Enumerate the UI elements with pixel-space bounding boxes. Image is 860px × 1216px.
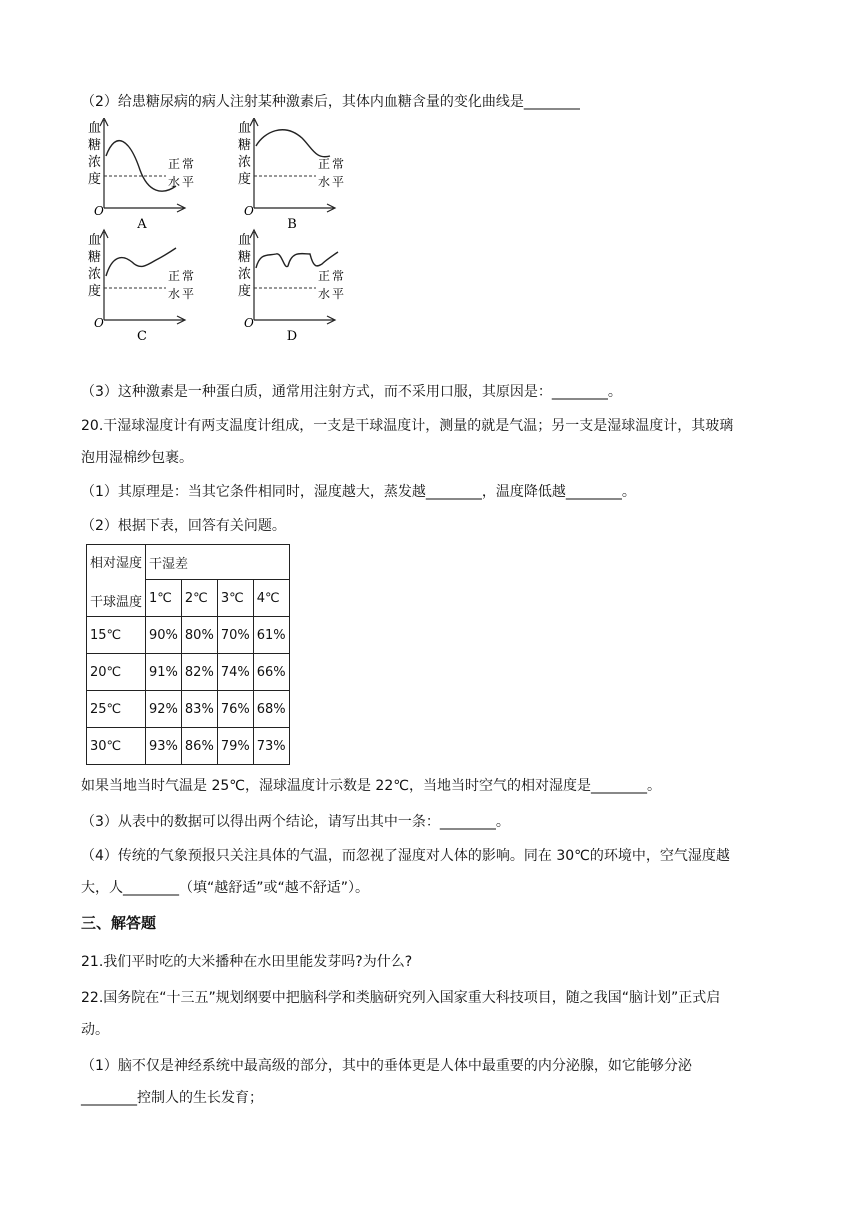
- col-header: 1℃: [146, 580, 182, 617]
- y-axis-label-char: 糖: [88, 138, 102, 153]
- blood-sugar-curve: [106, 141, 176, 192]
- origin-label: O: [244, 204, 254, 218]
- group-header: 干湿差: [146, 545, 290, 580]
- y-axis-label-char: 浓: [238, 155, 252, 170]
- table-cell: 80%: [181, 617, 217, 654]
- normal-level-label-char: 平: [332, 287, 345, 301]
- corner-top-label: 相对湿度: [90, 556, 143, 571]
- y-axis-label-char: 浓: [88, 155, 102, 170]
- normal-level-label-char: 水: [168, 175, 181, 189]
- graph-panel: [88, 230, 194, 344]
- table-cell: 70%: [217, 617, 253, 654]
- blood-sugar-figure: [84, 118, 384, 348]
- y-axis-label-char: 血: [238, 233, 252, 248]
- q22-stem-line1: 22.国务院在“十三五”规划纲要中把脑科学和类脑研究列入国家重大科技项目，随之我国“脑计划”正式启: [81, 990, 721, 1006]
- table-cell: 90%: [146, 617, 182, 654]
- normal-level-label-char: 常: [182, 269, 195, 283]
- y-axis-label-char: 血: [88, 233, 102, 248]
- q19-part3: （3）这种激素是一种蛋白质，通常用注射方式，而不采用口服，其原因是：________。: [81, 384, 622, 400]
- origin-label: O: [244, 316, 254, 330]
- table-cell: 93%: [146, 728, 182, 765]
- normal-level-label-char: 水: [318, 287, 331, 301]
- table-row: [87, 617, 290, 654]
- q20-part4-line2: 大，人________（填“越舒适”或“越不舒适”）。: [81, 880, 370, 896]
- table-row: [87, 691, 290, 728]
- q22-part1-line2: ________控制人的生长发育；: [81, 1090, 263, 1106]
- q20-part1: （1）其原理是：当其它条件相同时，湿度越大，蒸发越________，温度降低越________。: [81, 484, 636, 500]
- row-temp: 25℃: [87, 691, 146, 728]
- q21-text: 21.我们平时吃的大米播种在水田里能发芽吗?为什么?: [81, 954, 413, 970]
- blood-sugar-curve: [256, 252, 338, 268]
- table-cell: 73%: [253, 728, 289, 765]
- normal-level-label-char: 常: [182, 157, 195, 171]
- table-corner-cell: [87, 545, 146, 617]
- normal-level-label-char: 水: [168, 287, 181, 301]
- normal-level-label-char: 常: [332, 269, 345, 283]
- y-axis-label-char: 度: [238, 172, 252, 187]
- y-axis-label-char: 糖: [238, 138, 252, 153]
- col-header: 3℃: [217, 580, 253, 617]
- blood-sugar-curve: [106, 248, 176, 276]
- corner-bottom-label: 干球温度: [90, 595, 143, 610]
- q20-stem-line1: 20.干湿球湿度计有两支温度计组成，一支是干球温度计，测量的就是气温；另一支是湿球温度计，其玻璃: [81, 418, 734, 434]
- blood-sugar-curves-svg: [84, 118, 384, 348]
- col-header: 4℃: [253, 580, 289, 617]
- normal-level-label-char: 正: [168, 157, 181, 171]
- normal-level-label-char: 平: [182, 287, 195, 301]
- y-axis-label-char: 血: [238, 121, 252, 136]
- panel-label: D: [286, 329, 298, 344]
- q22-stem-line2: 动。: [81, 1022, 109, 1038]
- section-title: 三、解答题: [81, 914, 157, 932]
- table-cell: 82%: [181, 654, 217, 691]
- table-cell: 83%: [181, 691, 217, 728]
- q19-part2: （2）给患糖尿病的病人注射某种激素后，其体内血糖含量的变化曲线是________: [81, 94, 580, 110]
- q20-stem-line2: 泡用湿棉纱包裹。: [81, 450, 193, 466]
- panel-label: B: [287, 217, 297, 232]
- table-cell: 74%: [217, 654, 253, 691]
- blood-sugar-curve: [256, 130, 330, 157]
- normal-level-label-char: 正: [318, 269, 331, 283]
- graph-panel: [238, 118, 344, 232]
- panel-label: C: [137, 329, 147, 344]
- q20-after-table: 如果当地当时气温是 25℃，湿球温度计示数是 22℃，当地当时空气的相对湿度是________。: [81, 778, 661, 794]
- origin-label: O: [94, 316, 104, 330]
- table-cell: 92%: [146, 691, 182, 728]
- panel-label: A: [137, 217, 147, 232]
- normal-level-label-char: 平: [182, 175, 195, 189]
- table-cell: 68%: [253, 691, 289, 728]
- table-cell: 86%: [181, 728, 217, 765]
- row-temp: 30℃: [87, 728, 146, 765]
- row-temp: 15℃: [87, 617, 146, 654]
- table-cell: 76%: [217, 691, 253, 728]
- humidity-table: [86, 544, 290, 765]
- y-axis-label-char: 度: [88, 284, 102, 299]
- row-temp: 20℃: [87, 654, 146, 691]
- table-cell: 66%: [253, 654, 289, 691]
- table-cell: 91%: [146, 654, 182, 691]
- table-row: [87, 654, 290, 691]
- origin-label: O: [94, 204, 104, 218]
- q20-part4-line1: （4）传统的气象预报只关注具体的气温，而忽视了湿度对人体的影响。同在 30℃的环境中，空气湿度越: [81, 848, 730, 864]
- normal-level-label-char: 常: [332, 157, 345, 171]
- y-axis-label-char: 血: [88, 121, 102, 136]
- q22-part1-line1: （1）脑不仅是神经系统中最高级的部分，其中的垂体更是人体中最重要的内分泌腺，如它能够分泌: [81, 1058, 692, 1074]
- table-cell: 61%: [253, 617, 289, 654]
- normal-level-label-char: 平: [332, 175, 345, 189]
- y-axis-label-char: 度: [88, 172, 102, 187]
- normal-level-label-char: 正: [168, 269, 181, 283]
- table-row: [87, 728, 290, 765]
- q20-part3: （3）从表中的数据可以得出两个结论，请写出其中一条：________。: [81, 814, 510, 830]
- table-cell: 79%: [217, 728, 253, 765]
- y-axis-label-char: 浓: [88, 267, 102, 282]
- normal-level-label-char: 正: [318, 157, 331, 171]
- y-axis-label-char: 糖: [238, 250, 252, 265]
- normal-level-label-char: 水: [318, 175, 331, 189]
- y-axis-label-char: 糖: [88, 250, 102, 265]
- col-header: 2℃: [181, 580, 217, 617]
- y-axis-label-char: 度: [238, 284, 252, 299]
- graph-panel: [238, 230, 344, 344]
- q20-part2: （2）根据下表，回答有关问题。: [81, 518, 286, 534]
- y-axis-label-char: 浓: [238, 267, 252, 282]
- graph-panel: [88, 118, 194, 232]
